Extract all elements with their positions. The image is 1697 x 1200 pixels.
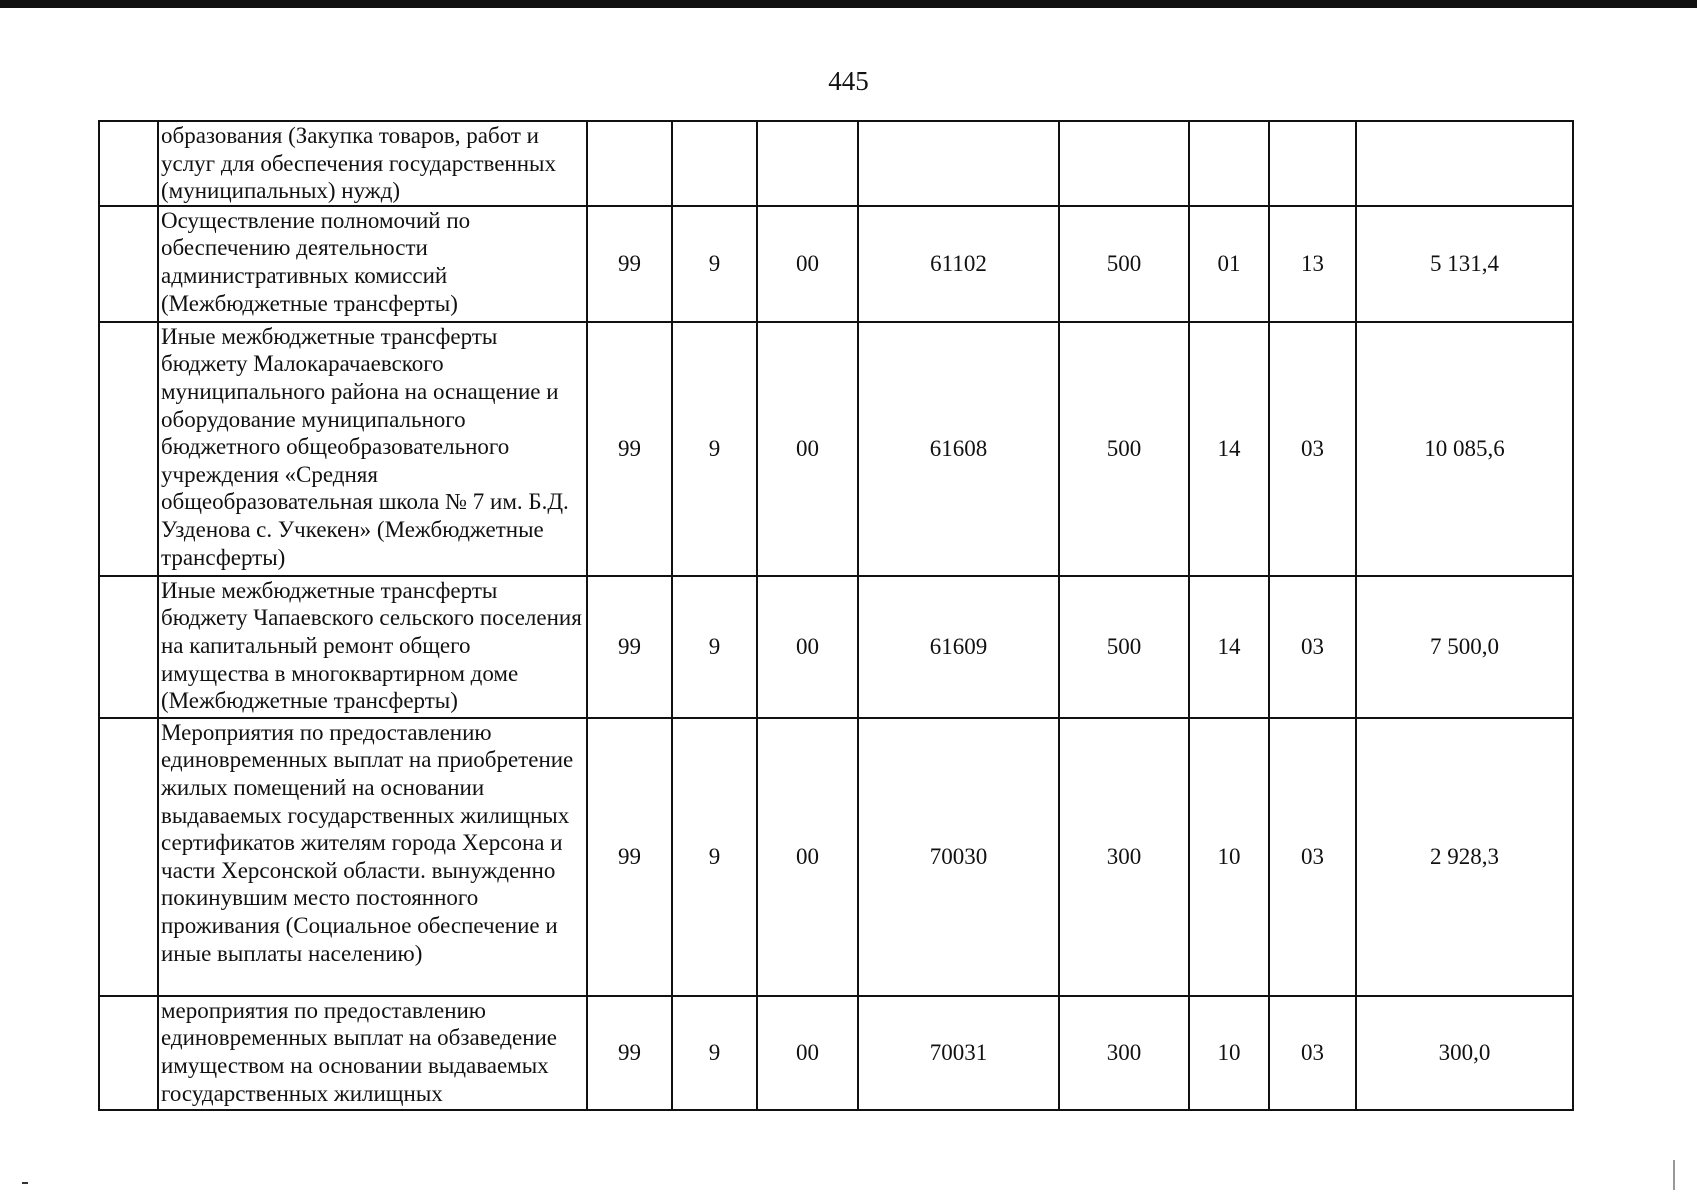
table-row [99,576,1573,718]
code-cell: 9 [672,576,757,718]
code-cell [1189,121,1269,206]
expense-name-cell: Иные межбюджетные трансферты бюджету Малокарачаевского муниципального района на оснащение и оборудование муниципального бюджетного общеобразовательного учреждения «Средняя общеобразовательная школа № 7 им. Б.Д. Узденова с. Учкекен» (Межбюджетные трансферты) [158,322,587,576]
code-cell: 99 [587,206,672,322]
code-cell: 99 [587,996,672,1110]
row-number-cell [99,718,158,996]
code-cell: 10 [1189,718,1269,996]
table-row [99,121,1573,206]
page-number: 445 [828,66,869,96]
code-cell: 03 [1269,996,1356,1110]
expense-name-cell: Осуществление полномочий по обеспечению деятельности административных комиссий (Межбюджетные трансферты) [158,206,587,322]
table-row [99,996,1573,1110]
code-cell: 61609 [858,576,1059,718]
row-number-cell [99,576,158,718]
code-cell: 500 [1059,322,1189,576]
code-cell: 99 [587,322,672,576]
expense-name-cell: Мероприятия по предоставлению единовременных выплат на приобретение жилых помещений на основании выдаваемых государственных жилищных сертификатов жителям города Херсона и части Херсонской области. вынужденно покинувшим место постоянного проживания (Социальное обеспечение и иные выплаты населению) [158,718,587,996]
code-cell [858,121,1059,206]
code-cell: 99 [587,718,672,996]
code-cell: 500 [1059,206,1189,322]
code-cell [672,121,757,206]
row-number-cell [99,206,158,322]
code-cell: 9 [672,996,757,1110]
budget-table [98,120,1574,1111]
table-row [99,322,1573,576]
code-cell: 300 [1059,718,1189,996]
expense-name-cell: образования (Закупка товаров, работ и услуг для обеспечения государственных (муниципальных) нужд) [158,121,587,206]
code-cell: 00 [757,576,858,718]
code-cell: 70031 [858,996,1059,1110]
code-cell: 13 [1269,206,1356,322]
code-cell: 500 [1059,576,1189,718]
expense-name-cell: мероприятия по предоставлению единовременных выплат на обзаведение имуществом на основании выдаваемых государственных жилищных [158,996,587,1110]
scan-edge-mark [1673,1160,1675,1190]
scan-speck [22,1182,28,1184]
amount-cell: 300,0 [1356,996,1573,1110]
row-number-cell [99,121,158,206]
code-cell: 00 [757,996,858,1110]
table-row [99,718,1573,996]
code-cell: 99 [587,576,672,718]
code-cell: 00 [757,718,858,996]
code-cell: 00 [757,206,858,322]
amount-cell: 5 131,4 [1356,206,1573,322]
code-cell: 10 [1189,996,1269,1110]
code-cell: 03 [1269,718,1356,996]
code-cell: 01 [1189,206,1269,322]
code-cell: 00 [757,322,858,576]
expense-name-cell: Иные межбюджетные трансферты бюджету Чапаевского сельского поселения на капитальный ремонт общего имущества в многоквартирном доме (Межбюджетные трансферты) [158,576,587,718]
amount-cell: 7 500,0 [1356,576,1573,718]
amount-cell: 2 928,3 [1356,718,1573,996]
code-cell [1269,121,1356,206]
amount-cell [1356,121,1573,206]
code-cell: 03 [1269,576,1356,718]
row-number-cell [99,322,158,576]
code-cell [757,121,858,206]
amount-cell: 10 085,6 [1356,322,1573,576]
code-cell: 14 [1189,576,1269,718]
code-cell: 9 [672,322,757,576]
code-cell: 03 [1269,322,1356,576]
code-cell: 9 [672,206,757,322]
code-cell: 61102 [858,206,1059,322]
code-cell: 9 [672,718,757,996]
row-number-cell [99,996,158,1110]
scan-top-edge [0,0,1697,8]
code-cell: 14 [1189,322,1269,576]
code-cell [587,121,672,206]
code-cell: 61608 [858,322,1059,576]
table-row [99,206,1573,322]
code-cell [1059,121,1189,206]
code-cell: 300 [1059,996,1189,1110]
code-cell: 70030 [858,718,1059,996]
